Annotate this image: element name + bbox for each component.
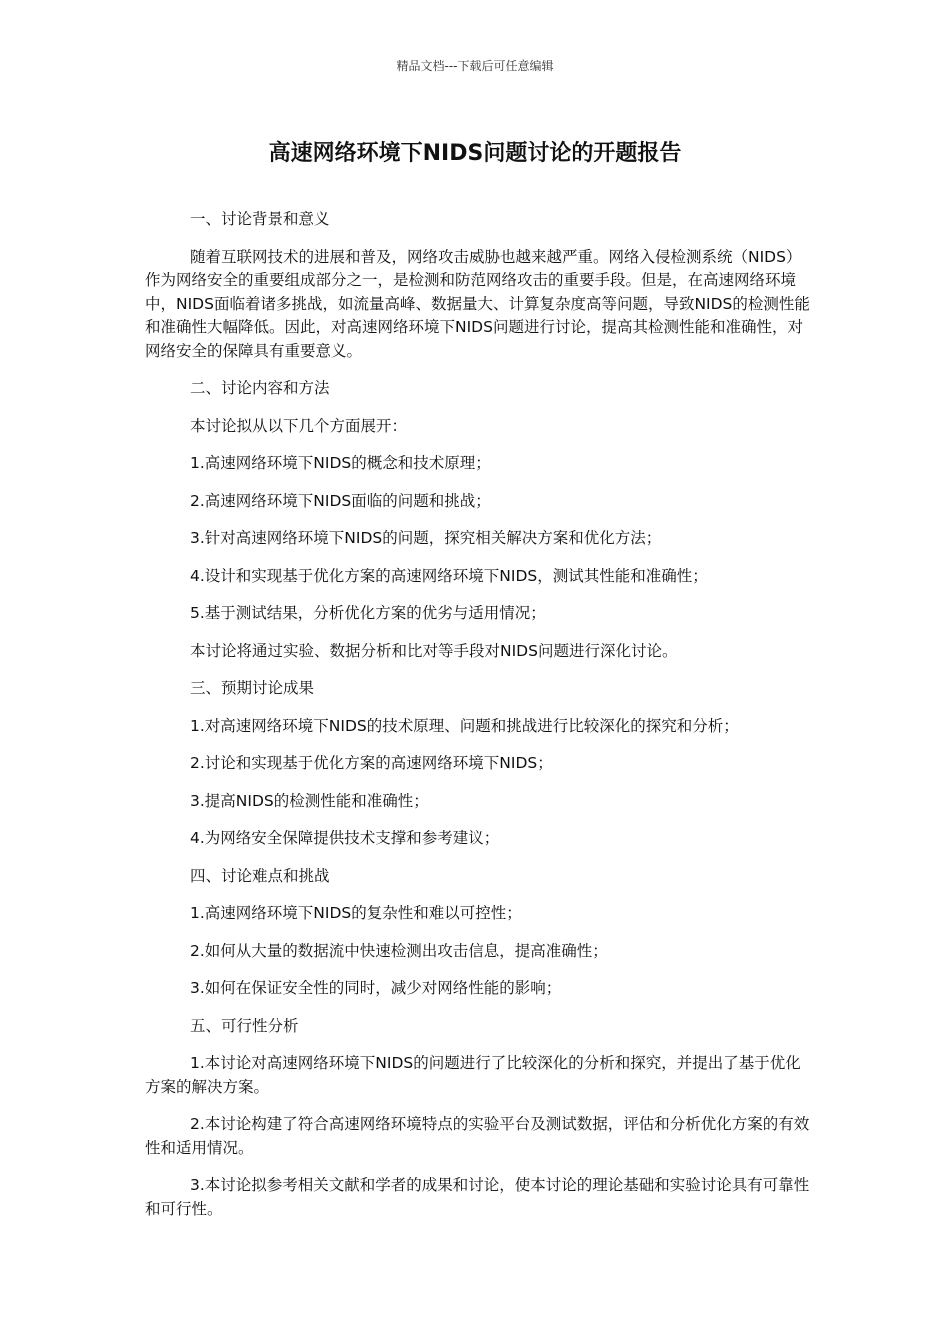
list-item: 2.如何从大量的数据流中快速检测出攻击信息，提高准确性； bbox=[190, 941, 608, 960]
paragraph-method-summary: 本讨论将通过实验、数据分析和比对等手段对NIDS问题进行深化讨论。 bbox=[190, 641, 678, 660]
list-item: 3.提高NIDS的检测性能和准确性； bbox=[190, 791, 429, 810]
list-item: 4.设计和实现基于优化方案的高速网络环境下NIDS，测试其性能和准确性； bbox=[190, 566, 708, 585]
section-heading-expected-results: 三、预期讨论成果 bbox=[190, 679, 315, 697]
list-item: 2.高速网络环境下NIDS面临的问题和挑战； bbox=[190, 491, 491, 510]
list-item: 1.高速网络环境下NIDS的复杂性和难以可控性； bbox=[190, 904, 522, 922]
list-item: 2.本讨论构建了符合高速网络环境特点的实验平台及测试数据，评估和分析优化方案的有效性和适用情况。 bbox=[145, 1115, 810, 1157]
list-item: 4.为网络安全保障提供技术支撑和参考建议； bbox=[190, 829, 500, 847]
paragraph-intro: 本讨论拟从以下几个方面展开： bbox=[190, 416, 408, 435]
list-item: 1.对高速网络环境下NIDS的技术原理、问题和挑战进行比较深化的探究和分析； bbox=[190, 716, 739, 735]
page-header: 精品文档---下载后可任意编辑 bbox=[396, 59, 554, 73]
list-item: 1.高速网络环境下NIDS的概念和技术原理； bbox=[190, 454, 491, 472]
list-item: 1.本讨论对高速网络环境下NIDS的问题进行了比较深化的分析和探究，并提出了基于优化方案的解决方案。 bbox=[145, 1054, 801, 1096]
list-item: 3.本讨论拟参考相关文献和学者的成果和讨论，使本讨论的理论基础和实验讨论具有可靠性和可行性。 bbox=[145, 1176, 810, 1218]
list-item: 3.针对高速网络环境下NIDS的问题，探究相关解决方案和优化方法； bbox=[190, 529, 662, 547]
document-body bbox=[145, 208, 810, 1235]
section-heading-background: 一、讨论背景和意义 bbox=[190, 210, 330, 228]
document-title: 高速网络环境下NIDS问题讨论的开题报告 bbox=[268, 141, 682, 166]
list-item: 3.如何在保证安全性的同时，减少对网络性能的影响； bbox=[190, 979, 562, 997]
list-item: 5.基于测试结果，分析优化方案的优劣与适用情况； bbox=[190, 604, 546, 622]
section-heading-content-method: 二、讨论内容和方法 bbox=[190, 379, 330, 397]
section-heading-feasibility: 五、可行性分析 bbox=[190, 1016, 299, 1035]
list-item: 2.讨论和实现基于优化方案的高速网络环境下NIDS； bbox=[190, 754, 553, 772]
section-heading-difficulties: 四、讨论难点和挑战 bbox=[190, 866, 330, 885]
paragraph-background: 随着互联网技术的进展和普及，网络攻击威胁也越来越严重。网络入侵检测系统（NIDS）作为网络安全的重要组成部分之一，是检测和防范网络攻击的重要手段。但是，在高速网络环境中，NIDS面临着诸多挑战，如流量高峰、数据量大、计算复杂度高等问题，导致NIDS的检测性能和准确性大幅降低。因此，对高速网络环境下NIDS问题进行讨论，提高其检测性能和准确性，对网络安全的保障具有重要意义。 bbox=[145, 247, 810, 360]
